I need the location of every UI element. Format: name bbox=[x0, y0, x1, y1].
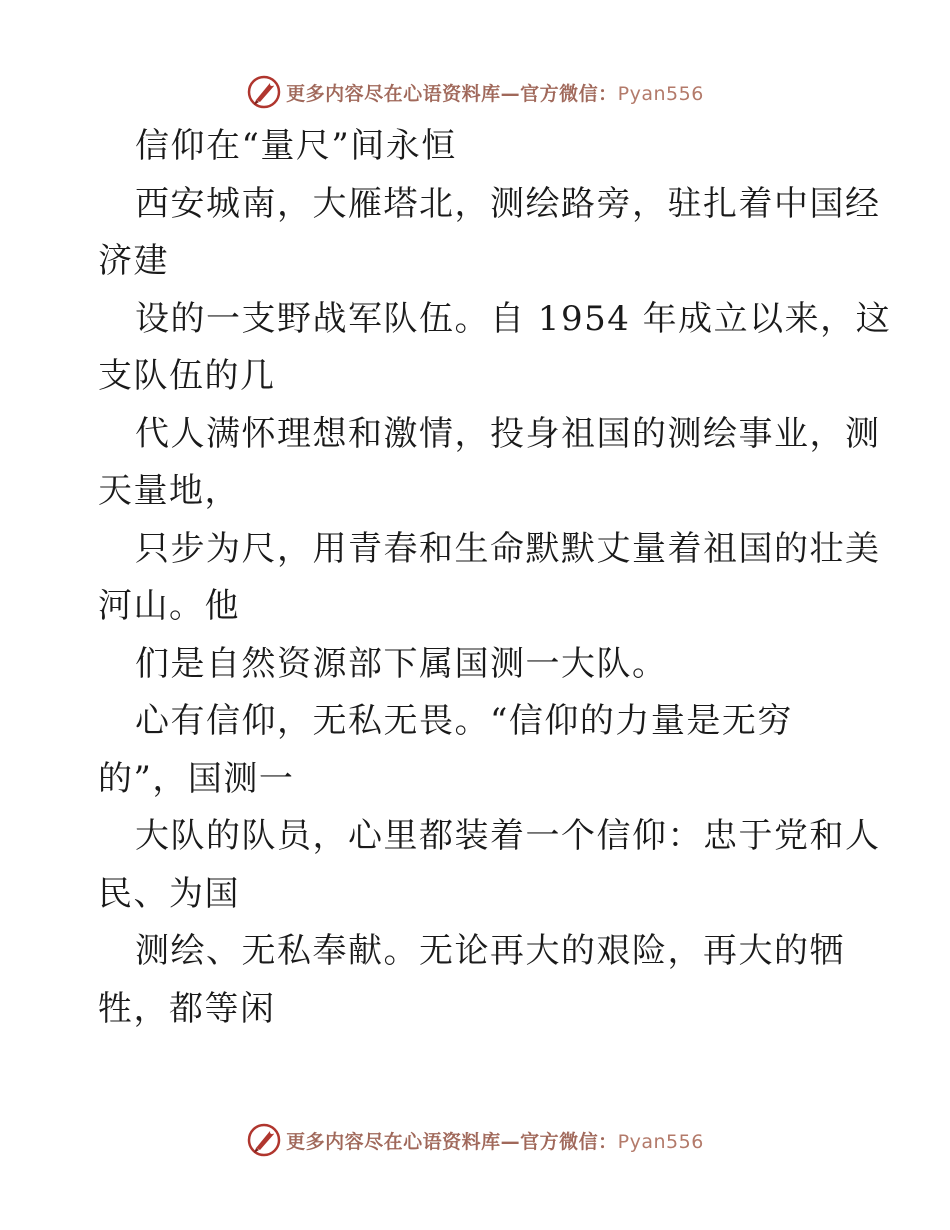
text-line: 河山。他 bbox=[98, 586, 240, 626]
footer-banner-text bbox=[286, 1127, 704, 1154]
footer-banner bbox=[0, 1120, 950, 1160]
text-line: 的”，国测一 bbox=[98, 758, 295, 799]
text-line: 支队伍的几 bbox=[98, 356, 276, 396]
header-wechat-id: Pyan556 bbox=[617, 82, 704, 105]
text-line: 民、为国 bbox=[98, 873, 240, 914]
text-line: 西安城南，大雁塔北，测绘路旁，驻扎着中国经 bbox=[135, 183, 881, 224]
text-line: 测绘、无私奉献。无论再大的艰险，再大的牺 bbox=[135, 931, 845, 971]
header-banner bbox=[0, 72, 950, 112]
quill-pen-logo-icon bbox=[246, 74, 282, 110]
footer-banner-label: 更多内容尽在心语资料库—官方微信： bbox=[286, 1130, 618, 1153]
text-line: 代人满怀理想和激情，投身祖国的测绘事业，测 bbox=[135, 413, 881, 454]
text-line: 天量地， bbox=[98, 471, 240, 511]
text-line: 牲，都等闲 bbox=[98, 988, 276, 1029]
header-banner-label: 更多内容尽在心语资料库—官方微信： bbox=[286, 82, 618, 105]
text-line: 只步为尺，用青春和生命默默丈量着祖国的壮美 bbox=[135, 528, 881, 569]
quill-pen-logo-icon bbox=[246, 1122, 282, 1158]
text-line: 设的一支野战军队伍。自 1954 年成立以来，这 bbox=[135, 298, 892, 339]
footer-wechat-id: Pyan556 bbox=[617, 1130, 704, 1153]
text-line: 大队的队员，心里都装着一个信仰：忠于党和人 bbox=[135, 816, 881, 856]
text-line: 济建 bbox=[98, 241, 169, 281]
article-title-line: 信仰在“量尺”间永恒 bbox=[135, 126, 457, 166]
header-banner-text bbox=[286, 79, 704, 106]
article-body bbox=[98, 118, 892, 1038]
text-line: 们是自然资源部下属国测一大队。 bbox=[135, 643, 668, 684]
text-line: 心有信仰，无私无畏。“信仰的力量是无穷 bbox=[135, 701, 793, 741]
